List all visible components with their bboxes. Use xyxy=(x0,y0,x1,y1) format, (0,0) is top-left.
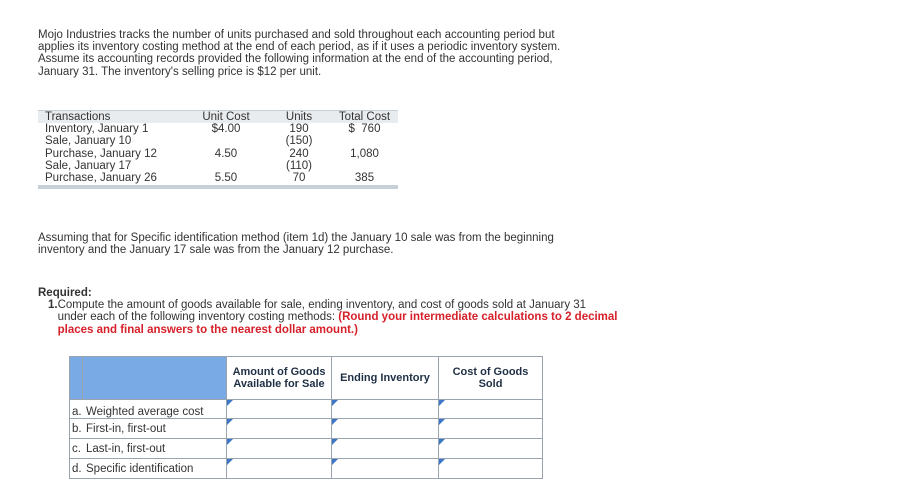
answer-row-c xyxy=(70,439,543,459)
transaction-units: 240 xyxy=(289,147,309,160)
table-bottom-rule xyxy=(38,185,398,189)
goods-available-cell xyxy=(227,439,332,459)
header-cogs-line2: Sold xyxy=(478,378,503,390)
input-marker-icon xyxy=(439,439,445,445)
method-letter: c. xyxy=(72,442,81,455)
transaction-row xyxy=(38,135,398,147)
transaction-total-cost xyxy=(331,160,398,172)
cogs-input-d[interactable] xyxy=(439,459,542,478)
goods-available-cell xyxy=(227,419,332,439)
input-marker-icon xyxy=(332,439,338,445)
assumption-text: Assuming that for Specific identification method (item 1d) the January 10 sale was from the beginning inventory and the January 17 sale was from the January 12 purchase. xyxy=(38,232,554,257)
input-marker-icon xyxy=(332,419,338,425)
method-letter: b. xyxy=(72,422,82,435)
method-name: Weighted average cost xyxy=(86,406,204,418)
header-method xyxy=(83,357,227,400)
input-marker-icon xyxy=(227,400,233,406)
ending-inventory-cell xyxy=(332,439,439,459)
transaction-unit-cost xyxy=(185,160,267,172)
problem-intro: Mojo Industries tracks the number of units purchased and sold throughout each accounting period but applies its inventory costing method at the end of each period, as if it uses a periodic inventory system. Assume its accounting records provided the following information at the end of the accounting period, January 31. The inventory's selling price is $12 per unit. xyxy=(38,29,561,78)
method-label-b xyxy=(70,419,227,439)
transaction-total-cost xyxy=(331,135,398,147)
transaction-row xyxy=(38,123,398,135)
transaction-row xyxy=(38,172,398,184)
transaction-row xyxy=(38,148,398,160)
input-marker-icon xyxy=(227,419,233,425)
input-marker-icon xyxy=(332,400,338,406)
transaction-row xyxy=(38,160,398,172)
input-marker-icon xyxy=(227,439,233,445)
input-marker-icon xyxy=(332,459,338,465)
goods-available-input-c[interactable] xyxy=(227,439,331,458)
transaction-unit-cost xyxy=(185,135,267,147)
cogs-cell xyxy=(439,419,543,439)
transaction-label: Purchase, January 26 xyxy=(45,172,157,185)
method-letter: a. xyxy=(72,406,82,418)
method-name: Specific identification xyxy=(86,462,194,475)
method-letter: d. xyxy=(72,462,82,475)
transaction-units: (110) xyxy=(286,159,312,172)
transaction-total-cost: $ 760 xyxy=(348,123,381,136)
transaction-units: 190 xyxy=(289,123,309,136)
header-total-cost: Total Cost xyxy=(338,111,391,123)
required-title: Required: xyxy=(38,287,92,299)
header-transactions: Transactions xyxy=(45,111,111,123)
cogs-input-b[interactable] xyxy=(439,419,542,438)
required-item-text: Compute the amount of goods available for sale, ending inventory, and cost of goods sold at January 31 under each of the following inventory costing methods: xyxy=(57,299,587,324)
input-marker-icon xyxy=(227,459,233,465)
ending-inventory-cell xyxy=(332,419,439,439)
header-goods-available-line2: Available for Sale xyxy=(233,378,325,390)
required-item-1 xyxy=(48,299,618,336)
cogs-cell xyxy=(439,400,543,419)
transaction-label: Purchase, January 12 xyxy=(45,147,157,160)
required-item-body xyxy=(58,299,618,336)
answer-row-b xyxy=(70,419,543,439)
header-goods-available-line1: Amount of Goods xyxy=(232,366,326,378)
header-cogs-line1: Cost of Goods xyxy=(452,366,529,378)
ending-inventory-cell xyxy=(332,459,439,479)
method-label-c xyxy=(70,439,227,459)
ending-inventory-input-d[interactable] xyxy=(332,459,438,478)
cogs-cell xyxy=(439,459,543,479)
transactions-table xyxy=(38,110,398,189)
header-spacer xyxy=(70,357,83,400)
header-ending-inventory: Ending Inventory xyxy=(332,357,439,400)
goods-available-input-a[interactable] xyxy=(227,400,331,418)
method-label-d xyxy=(70,459,227,479)
transaction-unit-cost: 4.50 xyxy=(214,147,238,160)
required-item-number: 1. xyxy=(48,299,58,312)
ending-inventory-cell xyxy=(332,400,439,419)
header-unit-cost: Unit Cost xyxy=(202,111,250,123)
answer-row-d xyxy=(70,459,543,479)
input-marker-icon xyxy=(439,400,445,406)
answer-row-a xyxy=(70,400,543,419)
method-name: First-in, first-out xyxy=(86,422,166,435)
transaction-units: 70 xyxy=(292,172,306,185)
goods-available-cell xyxy=(227,459,332,479)
header-goods-available xyxy=(227,357,332,400)
input-marker-icon xyxy=(439,459,445,465)
header-units: Units xyxy=(285,111,313,123)
method-label-a xyxy=(70,400,227,419)
rounding-note: (Round your intermediate calculations to 2 decimal places and final answers to the nearest dollar amount.) xyxy=(57,311,618,336)
header-cogs xyxy=(439,357,543,400)
transaction-unit-cost: $4.00 xyxy=(211,123,241,136)
method-name: Last-in, first-out xyxy=(86,442,166,455)
goods-available-input-d[interactable] xyxy=(227,459,331,478)
transaction-label: Inventory, January 1 xyxy=(45,123,149,136)
transaction-label: Sale, January 10 xyxy=(45,135,132,148)
answer-table xyxy=(69,356,543,479)
required-section xyxy=(38,287,618,336)
answer-header-row xyxy=(70,357,543,400)
transaction-label: Sale, January 17 xyxy=(45,159,132,172)
goods-available-input-b[interactable] xyxy=(227,419,331,438)
goods-available-cell xyxy=(227,400,332,419)
input-marker-icon xyxy=(439,419,445,425)
transactions-header-row xyxy=(38,111,398,123)
ending-inventory-input-a[interactable] xyxy=(332,400,438,418)
cogs-cell xyxy=(439,439,543,459)
cogs-input-c[interactable] xyxy=(439,439,542,458)
ending-inventory-input-c[interactable] xyxy=(332,439,438,458)
cogs-input-a[interactable] xyxy=(439,400,542,418)
ending-inventory-input-b[interactable] xyxy=(332,419,438,438)
transaction-total-cost: 385 xyxy=(354,172,375,185)
transaction-unit-cost: 5.50 xyxy=(214,172,238,185)
transaction-total-cost: 1,080 xyxy=(350,147,379,160)
transaction-units: (150) xyxy=(285,135,313,148)
